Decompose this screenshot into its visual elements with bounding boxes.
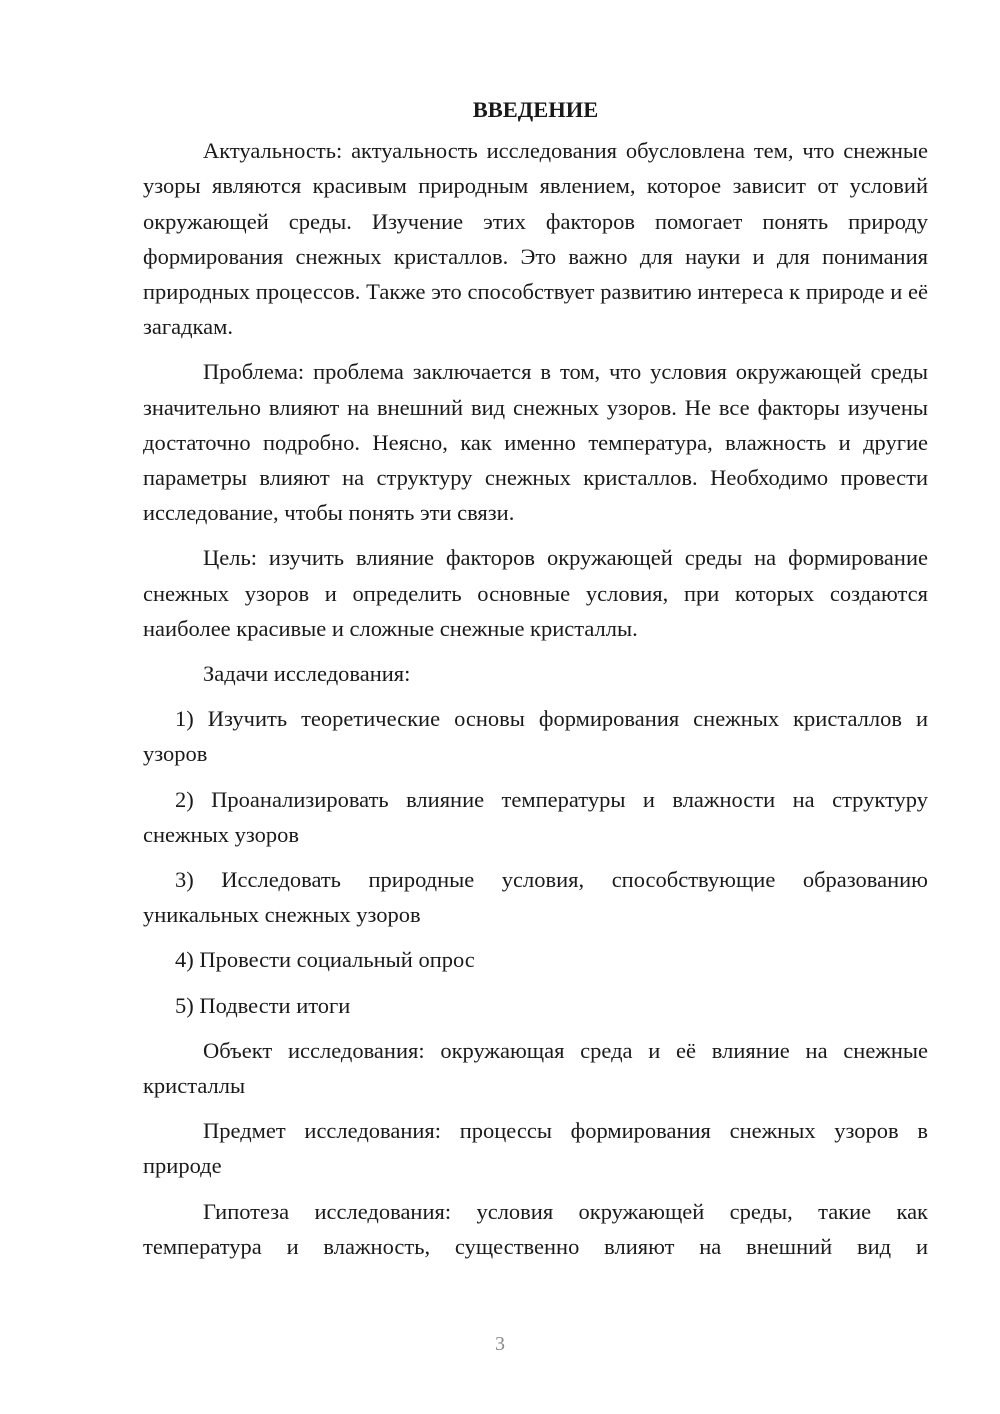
task-item: 3) Исследовать природные условия, способствующие образованию уникальных снежных узоров: [143, 867, 928, 928]
task-item: 1) Изучить теоретические основы формирования снежных кристаллов и узоров: [143, 706, 928, 767]
page-content: [143, 92, 928, 1274]
section-title: ВВЕДЕНИЕ: [472, 97, 599, 122]
task-item: 5) Подвести итоги: [175, 992, 351, 1018]
paragraph-object: Объект исследования: окружающая среда и её влияние на снежные кристаллы: [143, 1037, 928, 1099]
paragraph-goal: Цель: изучить влияние факторов окружающей среды на формирование снежных узоров и определить основные условия, при которых создаются наиболее красивые и сложные снежные кристаллы.: [143, 545, 928, 641]
paragraph-tasks-heading: Задачи исследования:: [203, 661, 411, 687]
paragraph-subject: Предмет исследования: процессы формирования снежных узоров в природе: [143, 1118, 928, 1179]
paragraph-hypothesis: Гипотеза исследования: условия окружающей среды, такие как температура и влажность, существенно влияют на внешний вид и: [143, 1198, 928, 1259]
paragraph-problem: Проблема: проблема заключается в том, что условия окружающей среды значительно влияют на внешний вид снежных узоров. Не все факторы изучены достаточно подробно. Неясно, как именно температура, влажность и другие параметры влияют на структуру снежных кристаллов. Необходимо провести исследование, чтобы понять эти связи.: [143, 359, 928, 526]
paragraph-relevance: Актуальность: актуальность исследования обусловлена тем, что снежные узоры являются красивым природным явлением, которое зависит от условий окружающей среды. Изучение этих факторов помогает понять природу формирования снежных кристаллов. Это важно для науки и для понимания природных процессов. Также это способствует развитию интереса к природе и её загадкам.: [143, 138, 928, 340]
page-number: 3: [495, 1333, 505, 1355]
task-item: 2) Проанализировать влияние температуры и влажности на структуру снежных узоров: [143, 786, 928, 847]
task-item: 4) Провести социальный опрос: [175, 947, 475, 973]
